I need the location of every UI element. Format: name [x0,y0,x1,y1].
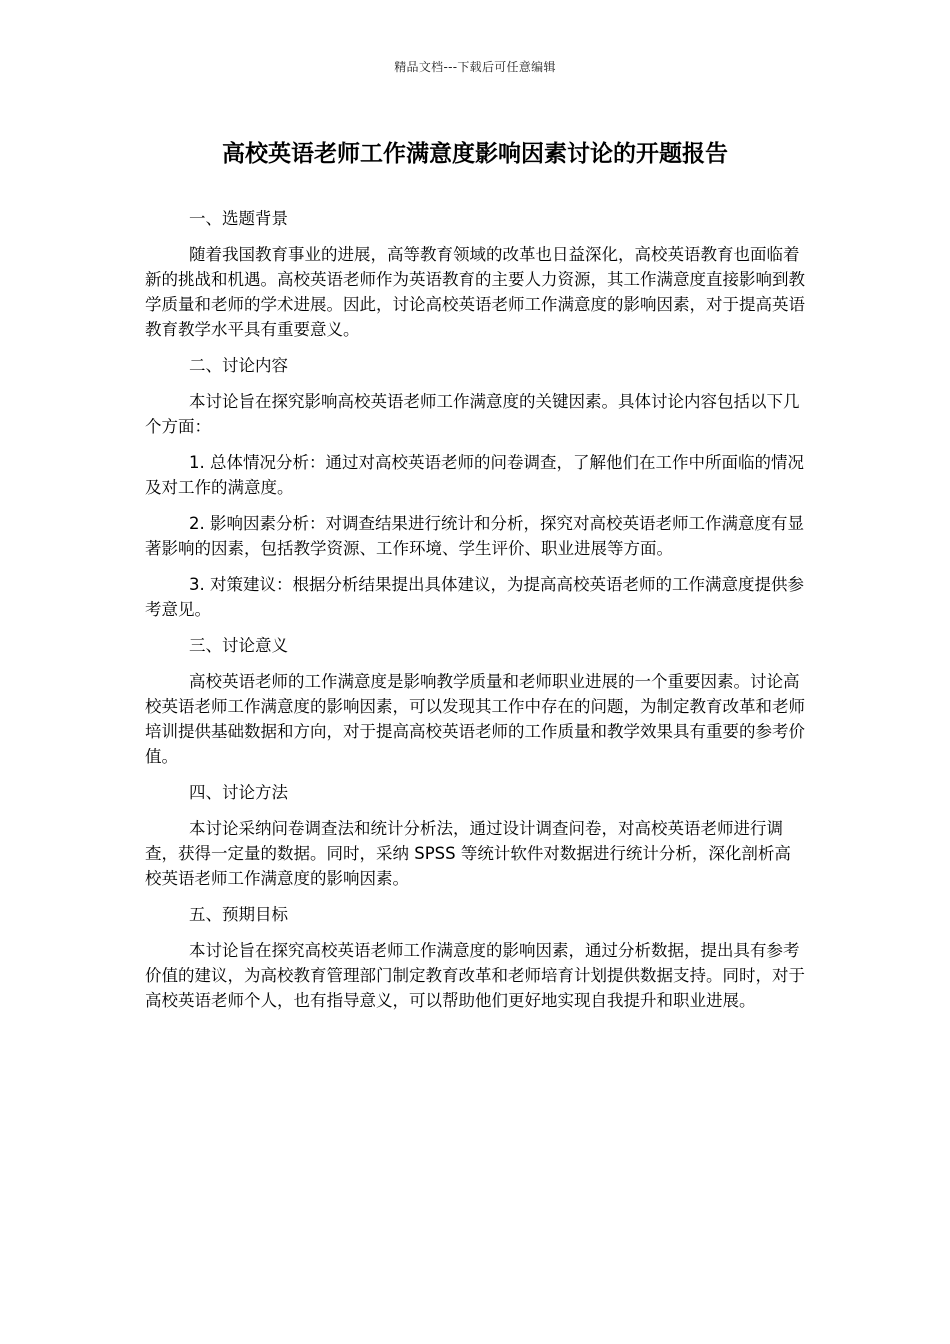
paragraph-background: 随着我国教育事业的进展，高等教育领域的改革也日益深化，高校英语教育也面临着新的挑战和机遇。高校英语老师作为英语教育的主要人力资源，其工作满意度直接影响到教学质量和老师的学术进展。因此，讨论高校英语老师工作满意度的影响因素，对于提高英语教育教学水平具有重要意义。 [145,245,805,339]
section-heading-methods: 四、讨论方法 [189,783,288,802]
paragraph-content-item-3: 3. 对策建议：根据分析结果提出具体建议，为提高高校英语老师的工作满意度提供参考意见。 [145,575,804,619]
paragraph-goals: 本讨论旨在探究高校英语老师工作满意度的影响因素，通过分析数据，提出具有参考价值的建议，为高校教育管理部门制定教育改革和老师培育计划提供数据支持。同时，对于高校英语老师个人，也有指导意义，可以帮助他们更好地实现自我提升和职业进展。 [145,941,805,1010]
paragraph-significance: 高校英语老师的工作满意度是影响教学质量和老师职业进展的一个重要因素。讨论高校英语老师工作满意度的影响因素，可以发现其工作中存在的问题，为制定教育改革和老师培训提供基础数据和方向，对于提高高校英语老师的工作质量和教学效果具有重要的参考价值。 [145,672,805,766]
section-heading-significance: 三、讨论意义 [189,636,288,655]
section-heading-content: 二、讨论内容 [189,356,288,375]
document-body [145,206,805,1024]
paragraph-content-intro: 本讨论旨在探究影响高校英语老师工作满意度的关键因素。具体讨论内容包括以下几个方面： [145,392,800,436]
document-title: 高校英语老师工作满意度影响因素讨论的开题报告 [222,141,728,167]
section-heading-background: 一、选题背景 [189,209,288,228]
paragraph-content-item-1: 1. 总体情况分析：通过对高校英语老师的问卷调查，了解他们在工作中所面临的情况及对工作的满意度。 [145,453,804,497]
page-header-banner: 精品文档---下载后可任意编辑 [394,60,556,74]
paragraph-content-item-2: 2. 影响因素分析：对调查结果进行统计和分析，探究对高校英语老师工作满意度有显著影响的因素，包括教学资源、工作环境、学生评价、职业进展等方面。 [145,514,804,558]
paragraph-methods: 本讨论采纳问卷调查法和统计分析法，通过设计调查问卷，对高校英语老师进行调查，获得一定量的数据。同时，采纳 SPSS 等统计软件对数据进行统计分析，深化剖析高校英语老师工作满意度的影响因素。 [145,819,791,888]
section-heading-goals: 五、预期目标 [189,905,288,924]
